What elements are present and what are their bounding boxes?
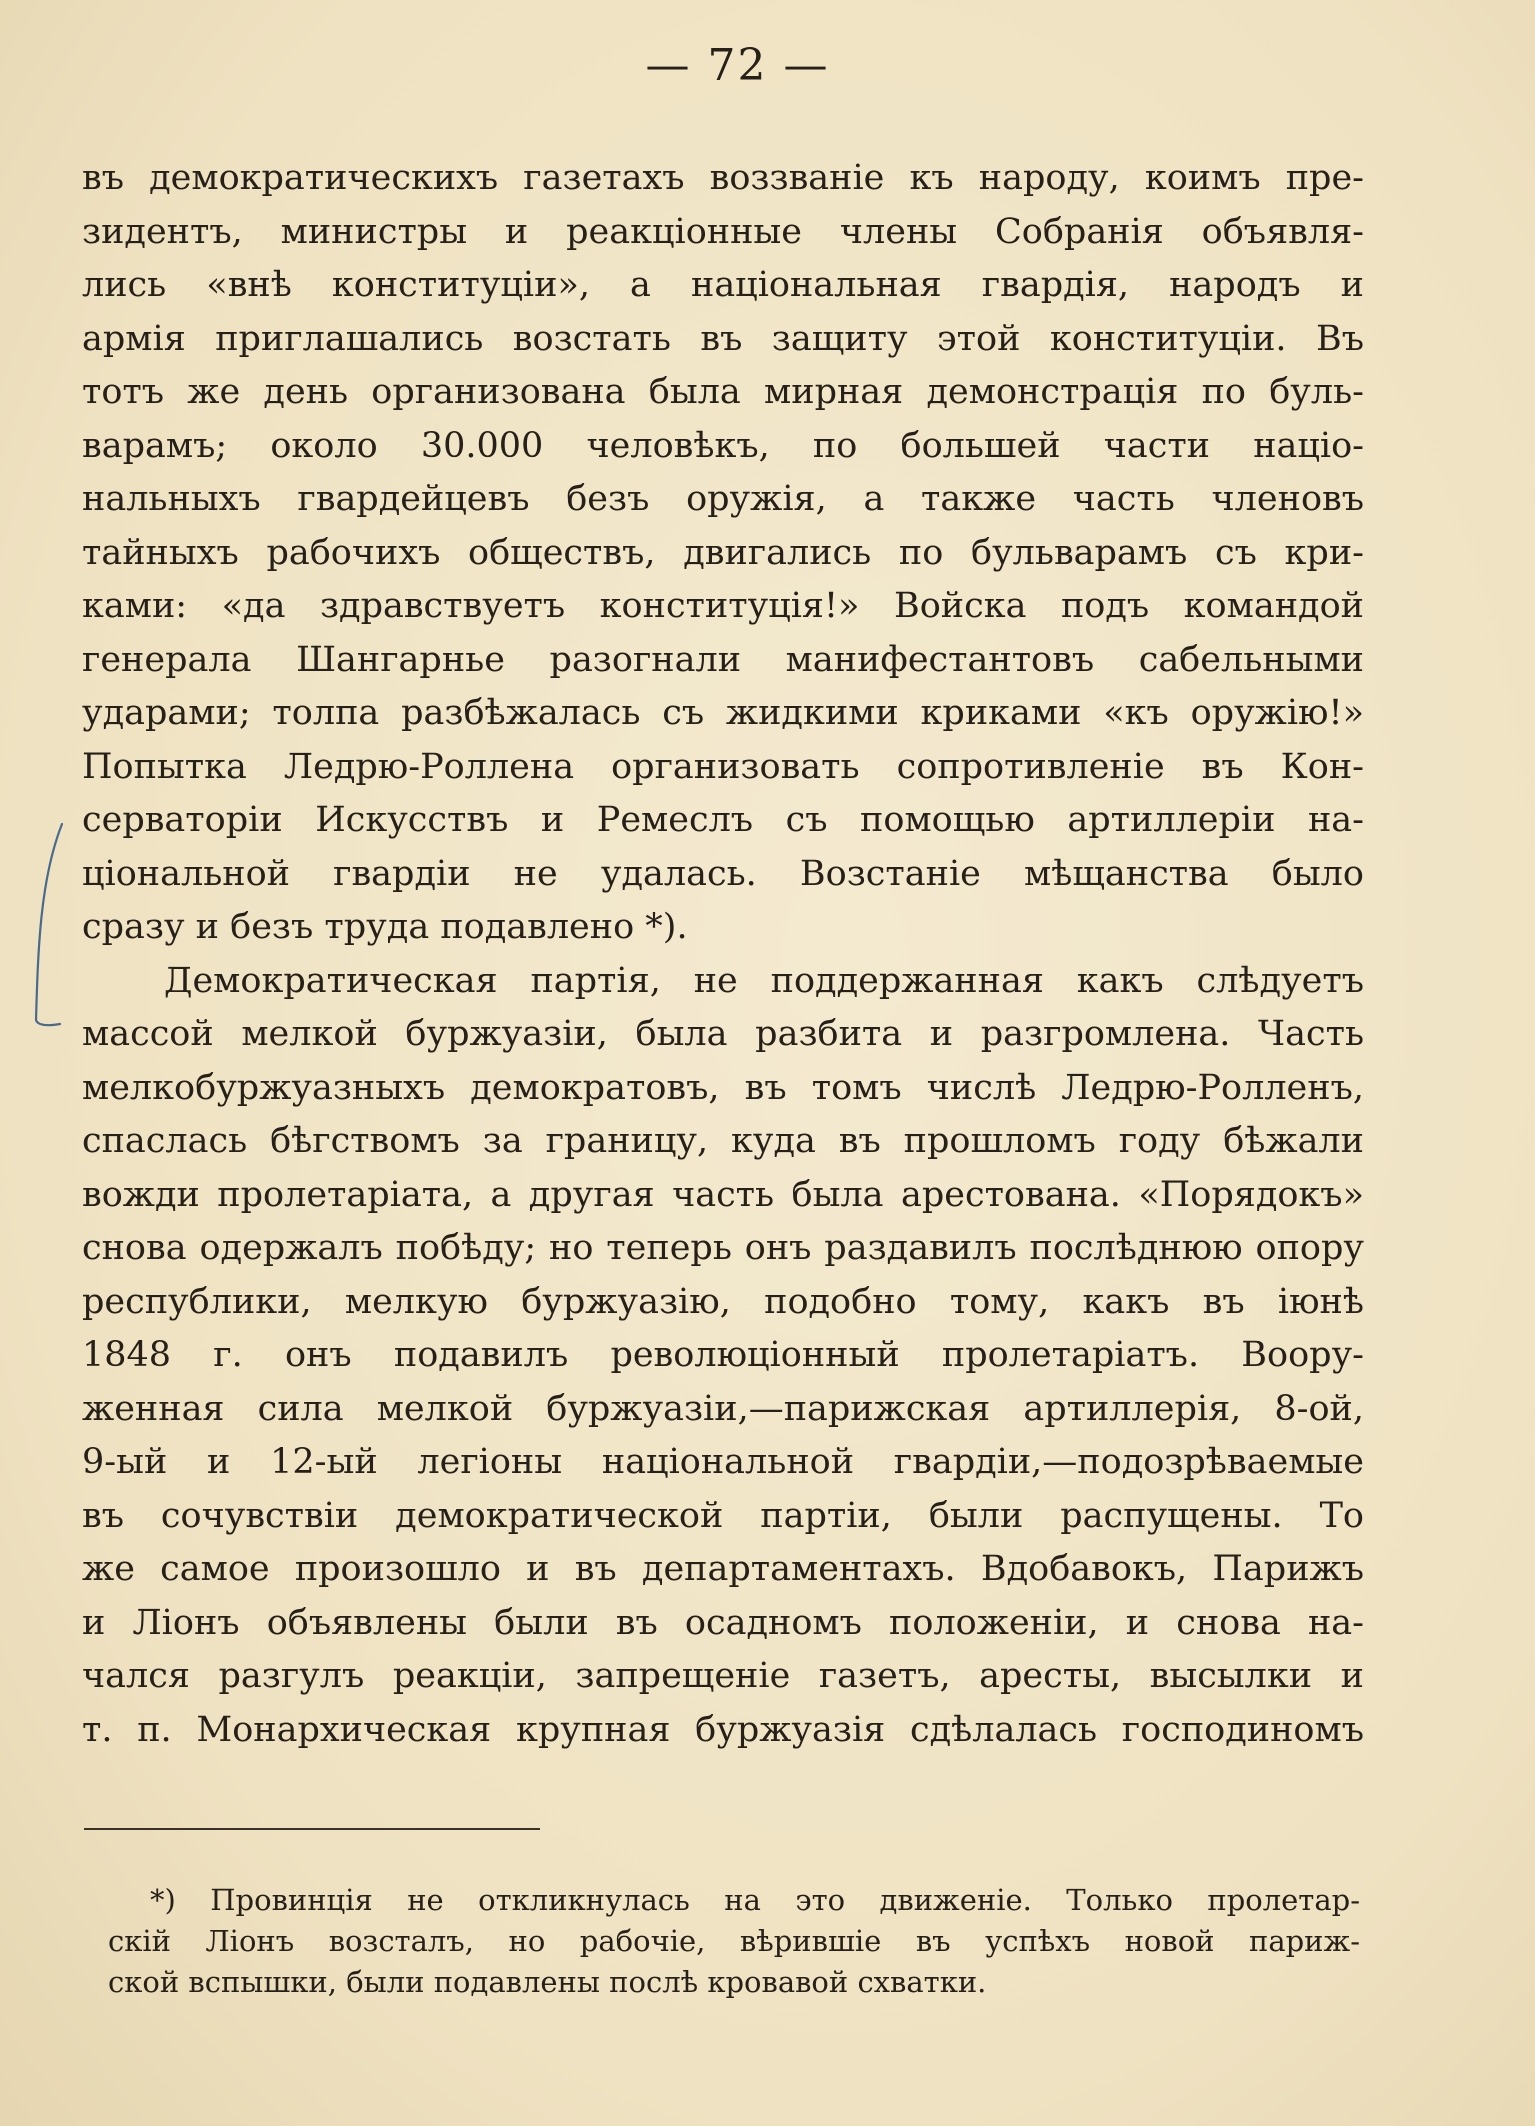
text-line: варамъ; около 30.000 человѣкъ, по большей части націо- (82, 425, 1364, 466)
text-line: вожди пролетаріата, а другая часть была арестована. «Порядокъ» (82, 1174, 1364, 1215)
text-line: серваторіи Искусствъ и Ремеслъ съ помощью артиллеріи на- (82, 800, 1364, 840)
footnote-divider (84, 1828, 540, 1830)
paragraph-start-line: Демократическая партія, не поддержанная какъ слѣдуетъ (164, 960, 1364, 1001)
text-line: генерала Шангарнье разогнали манифестантовъ сабельными (82, 639, 1364, 680)
text-line: мелкобуржуазныхъ демократовъ, въ томъ числѣ Ледрю-Ролленъ, (82, 1067, 1364, 1108)
text-line: массой мелкой буржуазіи, была разбита и разгромлена. Часть (82, 1014, 1364, 1054)
text-line: сразу и безъ труда подавлено *). (82, 907, 688, 947)
footnote-line: ской вспышки, были подавлены послѣ кровавой схватки. (108, 1965, 987, 1999)
text-line: 1848 г. онъ подавилъ революціонный пролетаріатъ. Воору- (82, 1335, 1364, 1375)
text-line: Попытка Ледрю-Роллена организовать сопротивленіе въ Кон- (82, 746, 1364, 787)
pencil-margin-mark (26, 820, 66, 1030)
text-line: чался разгулъ реакціи, запрещеніе газетъ, аресты, высылки и (82, 1656, 1364, 1696)
text-line: армія приглашались возстать въ защиту этой конституціи. Въ (82, 318, 1364, 359)
footnote-line: *) Провинція не откликнулась на это движеніе. Только пролетар- (150, 1883, 1360, 1917)
footnote (108, 1880, 1360, 2003)
text-line: тайныхъ рабочихъ обществъ, двигались по бульварамъ съ кри- (82, 532, 1364, 573)
text-line: ціональной гвардіи не удалась. Возстаніе мѣщанства было (82, 853, 1364, 894)
text-line: республики, мелкую буржуазію, подобно тому, какъ въ іюнѣ (82, 1281, 1364, 1322)
text-line: женная сила мелкой буржуазіи,—парижская артиллерія, 8-ой, (82, 1388, 1364, 1429)
page-number: — 72 — (645, 40, 830, 91)
text-line: ками: «да здравствуетъ конституція!» Войска подъ командой (82, 586, 1364, 626)
text-line: т. п. Монархическая крупная буржуазія сдѣлалась господиномъ (82, 1709, 1364, 1750)
text-line: зидентъ, министры и реакціонные члены Собранія объявля- (82, 211, 1364, 252)
text-line: лись «внѣ конституціи», а національная гвардія, народъ и (82, 265, 1364, 305)
text-line: въ сочувствіи демократической партіи, были распущены. То (82, 1495, 1364, 1536)
text-line: и Ліонъ объявлены были въ осадномъ положеніи, и снова на- (82, 1602, 1364, 1643)
footnote-line: скій Ліонъ возсталъ, но рабочіе, вѣрившіе въ успѣхъ новой париж- (108, 1924, 1360, 1958)
text-line: въ демократическихъ газетахъ воззваніе къ народу, коимъ пре- (82, 158, 1364, 198)
text-line: 9-ый и 12-ый легіоны національной гвардіи,—подозрѣваемые (82, 1442, 1364, 1482)
text-line: же самое произошло и въ департаментахъ. Вдобавокъ, Парижъ (82, 1549, 1364, 1589)
text-line: нальныхъ гвардейцевъ безъ оружія, а также часть членовъ (82, 479, 1364, 519)
text-line: спаслась бѣгствомъ за границу, куда въ прошломъ году бѣжали (82, 1121, 1364, 1161)
text-line: ударами; толпа разбѣжалась съ жидкими криками «къ оружію!» (82, 693, 1364, 733)
text-line: снова одержалъ побѣду; но теперь онъ раздавилъ послѣднюю опору (82, 1228, 1364, 1268)
text-line: тотъ же день организована была мирная демонстрація по буль- (82, 372, 1364, 412)
main-text (82, 152, 1364, 1757)
